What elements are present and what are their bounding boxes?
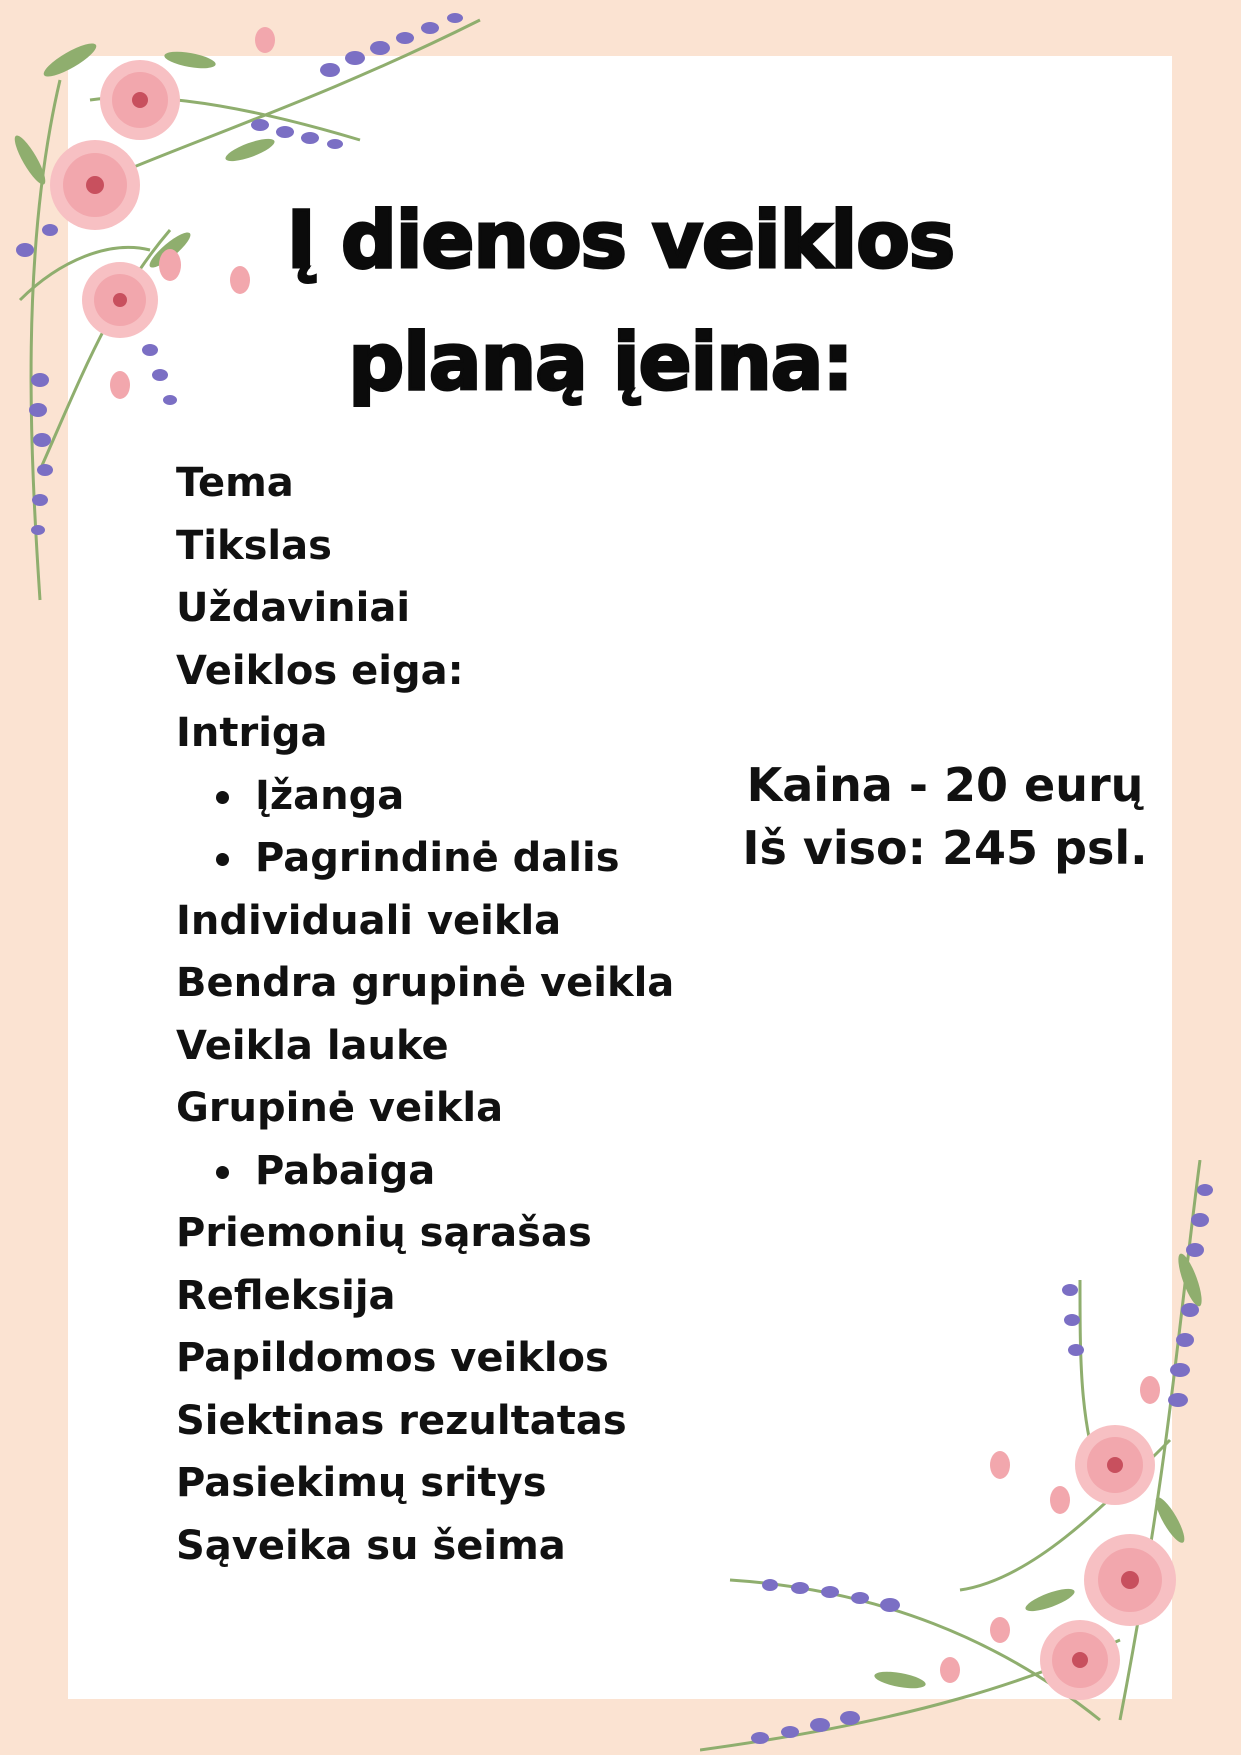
list-item [176,1015,674,1078]
list-item-label: Įžanga [255,772,405,819]
list-item [176,452,674,515]
bullet-icon [216,853,229,866]
flower-corner-bottom-right-icon [700,1160,1241,1755]
page-title-line-1: Į dienos veiklos [286,196,955,286]
list-item-label: Bendra grupinė veikla [176,960,675,1006]
list-item [176,640,674,703]
list-item [176,1390,674,1453]
list-item [176,1077,674,1140]
page-count-label: Iš viso: 245 psl. [742,821,1148,875]
list-item-label: Uždaviniai [176,585,411,631]
price-block [740,754,1150,880]
list-item-label: Pagrindinė dalis [255,835,620,881]
price-label: Kaina - 20 eurų [746,758,1144,812]
list-item-label: Grupinė veikla [176,1085,504,1131]
list-item [176,702,674,765]
list-item-label: Sąveika su šeima [176,1522,566,1569]
list-item [176,1452,674,1515]
list-item-label: Pasiekimų sritys [176,1460,547,1506]
list-item-label: Siektinas rezultatas [176,1397,627,1444]
list-item-label: Individuali veikla [176,897,562,944]
list-subitem [176,765,674,828]
list-item-label: Tema [176,460,294,506]
list-item-label: Veiklos eiga: [176,647,464,694]
list-item [176,1515,674,1578]
bullet-icon [216,791,229,804]
list-item-label: Tikslas [176,522,332,569]
list-subitem [176,1140,674,1203]
list-item-label: Veikla lauke [176,1022,449,1069]
list-item [176,1327,674,1390]
list-item [176,577,674,640]
page-title-line-2: planą įeina: [348,318,853,408]
list-item-label: Priemonių sąrašas [176,1210,592,1256]
list-item [176,890,674,953]
list-item [176,515,674,578]
list-item-label: Papildomos veiklos [176,1335,609,1381]
bullet-icon [216,1166,229,1179]
list-subitem [176,827,674,890]
list-item-label: Intriga [176,710,328,756]
list-item [176,1265,674,1328]
list-item-label: Refleksija [176,1272,396,1319]
list-item-label: Pabaiga [255,1147,436,1194]
contents-list [176,452,674,1577]
list-item [176,1202,674,1265]
list-item [176,952,674,1015]
